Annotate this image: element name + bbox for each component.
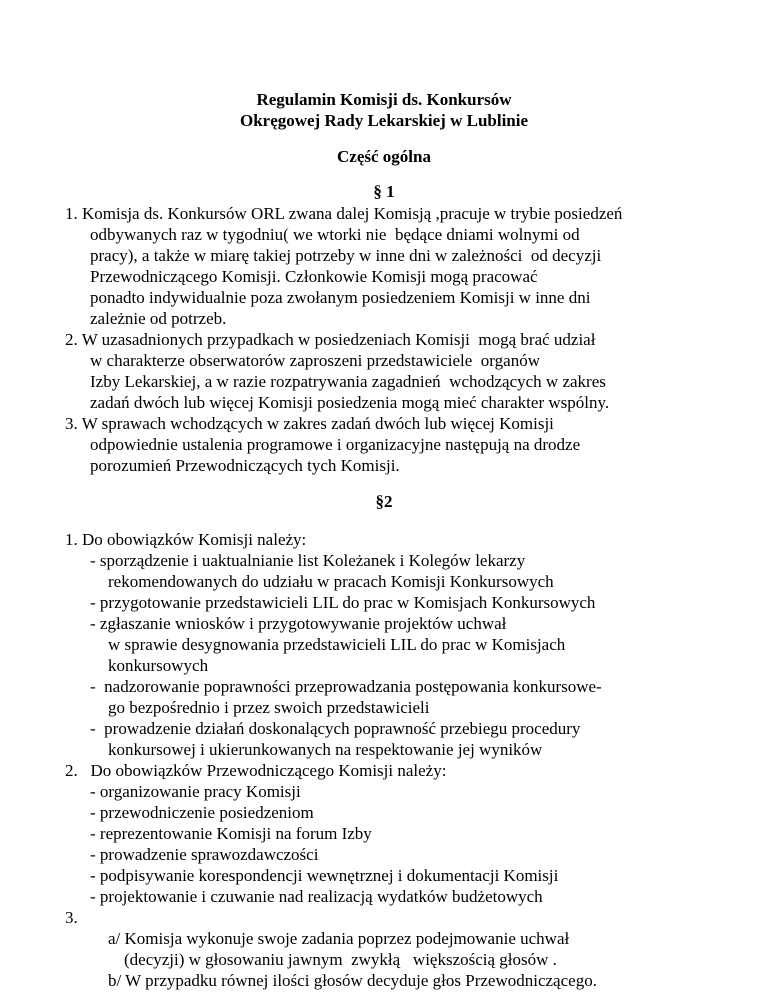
section-2-line: - sporządzenie i uaktualnianie list Koleżanek i Kolegów lekarzy [90,551,526,570]
section-1-line: ponadto indywidualnie poza zwołanym posiedzeniem Komisji w inne dni [90,288,591,307]
section-1-line: zależnie od potrzeb. [90,309,227,328]
section-2-line: 1. Do obowiązków Komisji należy: [65,530,307,549]
section-1-line: zadań dwóch lub więcej Komisji posiedzenia mogą mieć charakter wspólny. [90,393,610,412]
section-2-line: 2. Do obowiązków Przewodniczącego Komisji należy: [65,761,447,780]
section-1-line: porozumień Przewodniczących tych Komisji. [90,456,400,475]
section-1-line: 1. Komisja ds. Konkursów ORL zwana dalej Komisją ,pracuje w trybie posiedzeń [65,204,623,223]
section-2-line: - prowadzenie działań doskonalących poprawność przebiegu procedury [90,719,581,738]
section-1-line: w charakterze obserwatorów zaproszeni przedstawiciele organów [90,351,540,370]
section-1-line: odpowiednie ustalenia programowe i organizacyjne następują na drodze [90,435,581,454]
section-1-line: 3. W sprawach wchodzących w zakres zadań dwóch lub więcej Komisji [65,414,554,433]
section-1-heading: § 1 [373,182,395,201]
section-2-line: 3. [65,908,78,927]
section-2-line: - przygotowanie przedstawicieli LIL do prac w Komisjach Konkursowych [90,593,596,612]
section-2-line: - przewodniczenie posiedzeniom [90,803,314,822]
section-2-heading: §2 [375,492,393,511]
section-2-line: a/ Komisja wykonuje swoje zadania poprzez podejmowanie uchwał [108,929,570,948]
section-1-line: odbywanych raz w tygodniu( we wtorki nie będące dniami wolnymi od [90,225,580,244]
section-2-line: b/ W przypadku równej ilości głosów decyduje głos Przewodniczącego. [108,971,597,990]
section-2-line: - reprezentowanie Komisji na forum Izby [90,824,372,843]
section-2-line: - nadzorowanie poprawności przeprowadzania postępowania konkursowe- [90,677,602,696]
section-2-line: (decyzji) w głosowaniu jawnym zwykłą większością głosów . [124,950,557,969]
section-2-line: - prowadzenie sprawozdawczości [90,845,319,864]
section-2-line: rekomendowanych do udziału w pracach Komisji Konkursowych [108,572,554,591]
section-2-line: - podpisywanie korespondencji wewnętrznej i dokumentacji Komisji [90,866,559,885]
section-1-line: Izby Lekarskiej, a w razie rozpatrywania zagadnień wchodzących w zakres [90,372,606,391]
section-2-line: konkursowej i ukierunkowanych na respektowanie jej wyników [108,740,543,759]
section-2-line: go bezpośrednio i przez swoich przedstawicieli [108,698,430,717]
section-2-line: konkursowych [108,656,209,675]
section-1-line: pracy), a także w miarę takiej potrzeby w inne dni w zależności od decyzji [90,246,602,265]
section-2-line: - projektowanie i czuwanie nad realizacją wydatków budżetowych [90,887,543,906]
title-line-2: Okręgowej Rady Lekarskiej w Lublinie [239,111,529,130]
part-heading: Część ogólna [337,147,431,166]
title-line-1: Regulamin Komisji ds. Konkursów [256,90,512,109]
section-1-line: Przewodniczącego Komisji. Członkowie Komisji mogą pracować [90,267,538,286]
section-2-line: w sprawie desygnowania przedstawicieli LIL do prac w Komisjach [108,635,566,654]
section-1-line: 2. W uzasadnionych przypadkach w posiedzeniach Komisji mogą brać udział [65,330,596,349]
section-2-line: - zgłaszanie wniosków i przygotowywanie projektów uchwał [90,614,507,633]
section-2-line: - organizowanie pracy Komisji [90,782,301,801]
